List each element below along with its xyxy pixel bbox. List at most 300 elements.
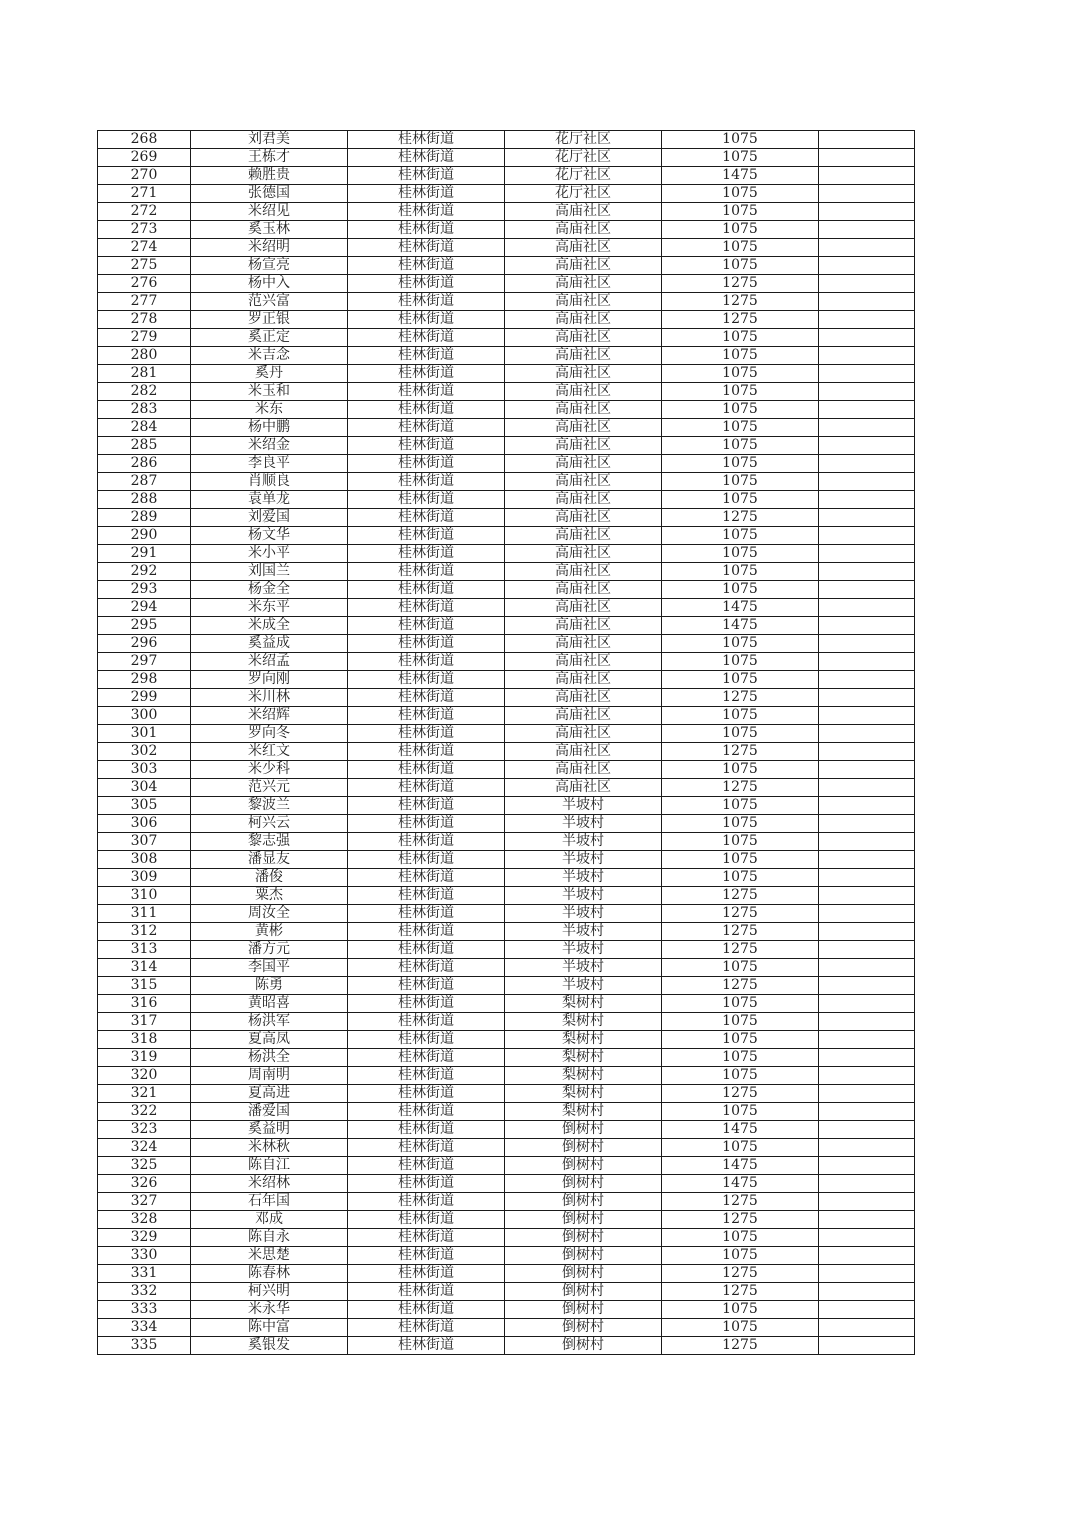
amount-cell: 1075: [662, 203, 819, 221]
community-cell: 高庙社区: [505, 743, 662, 761]
table-row: [98, 1139, 915, 1157]
row-number-cell: 333: [98, 1301, 191, 1319]
remark-cell: [819, 1103, 915, 1121]
name-cell: 陈自永: [191, 1229, 348, 1247]
table-row: [98, 851, 915, 869]
street-cell: 桂林街道: [348, 1049, 505, 1067]
community-cell: 半坡村: [505, 905, 662, 923]
remark-cell: [819, 635, 915, 653]
table-row: [98, 869, 915, 887]
name-cell: 黄彬: [191, 923, 348, 941]
amount-cell: 1475: [662, 599, 819, 617]
row-number-cell: 314: [98, 959, 191, 977]
name-cell: 米绍明: [191, 239, 348, 257]
amount-cell: 1075: [662, 1013, 819, 1031]
table-row: [98, 383, 915, 401]
name-cell: 陈中富: [191, 1319, 348, 1337]
name-cell: 刘爱国: [191, 509, 348, 527]
amount-cell: 1275: [662, 689, 819, 707]
table-row: [98, 1175, 915, 1193]
street-cell: 桂林街道: [348, 545, 505, 563]
street-cell: 桂林街道: [348, 167, 505, 185]
row-number-cell: 300: [98, 707, 191, 725]
community-cell: 高庙社区: [505, 635, 662, 653]
row-number-cell: 306: [98, 815, 191, 833]
table-row: [98, 635, 915, 653]
name-cell: 米东平: [191, 599, 348, 617]
table-row: [98, 707, 915, 725]
amount-cell: 1075: [662, 1049, 819, 1067]
remark-cell: [819, 329, 915, 347]
street-cell: 桂林街道: [348, 941, 505, 959]
name-cell: 奚益成: [191, 635, 348, 653]
community-cell: 倒树村: [505, 1211, 662, 1229]
remark-cell: [819, 959, 915, 977]
name-cell: 奚益明: [191, 1121, 348, 1139]
remark-cell: [819, 671, 915, 689]
remark-cell: [819, 1139, 915, 1157]
community-cell: 半坡村: [505, 941, 662, 959]
street-cell: 桂林街道: [348, 1139, 505, 1157]
remark-cell: [819, 473, 915, 491]
community-cell: 倒树村: [505, 1193, 662, 1211]
row-number-cell: 318: [98, 1031, 191, 1049]
amount-cell: 1075: [662, 869, 819, 887]
remark-cell: [819, 1265, 915, 1283]
street-cell: 桂林街道: [348, 203, 505, 221]
remark-cell: [819, 1301, 915, 1319]
amount-cell: 1075: [662, 1103, 819, 1121]
row-number-cell: 286: [98, 455, 191, 473]
street-cell: 桂林街道: [348, 887, 505, 905]
name-cell: 罗向刚: [191, 671, 348, 689]
row-number-cell: 272: [98, 203, 191, 221]
remark-cell: [819, 833, 915, 851]
table-row: [98, 743, 915, 761]
table-row: [98, 1283, 915, 1301]
community-cell: 高庙社区: [505, 437, 662, 455]
name-cell: 杨洪军: [191, 1013, 348, 1031]
street-cell: 桂林街道: [348, 995, 505, 1013]
street-cell: 桂林街道: [348, 905, 505, 923]
community-cell: 半坡村: [505, 815, 662, 833]
row-number-cell: 299: [98, 689, 191, 707]
row-number-cell: 279: [98, 329, 191, 347]
community-cell: 高庙社区: [505, 221, 662, 239]
street-cell: 桂林街道: [348, 437, 505, 455]
table-row: [98, 1301, 915, 1319]
street-cell: 桂林街道: [348, 869, 505, 887]
row-number-cell: 285: [98, 437, 191, 455]
community-cell: 高庙社区: [505, 599, 662, 617]
amount-cell: 1275: [662, 1085, 819, 1103]
name-cell: 黎波兰: [191, 797, 348, 815]
remark-cell: [819, 509, 915, 527]
remark-cell: [819, 977, 915, 995]
amount-cell: 1075: [662, 239, 819, 257]
street-cell: 桂林街道: [348, 1085, 505, 1103]
row-number-cell: 311: [98, 905, 191, 923]
community-cell: 半坡村: [505, 869, 662, 887]
remark-cell: [819, 1067, 915, 1085]
row-number-cell: 317: [98, 1013, 191, 1031]
row-number-cell: 309: [98, 869, 191, 887]
community-cell: 高庙社区: [505, 311, 662, 329]
community-cell: 梨树村: [505, 1031, 662, 1049]
remark-cell: [819, 761, 915, 779]
row-number-cell: 271: [98, 185, 191, 203]
table-row: [98, 455, 915, 473]
table-row: [98, 437, 915, 455]
row-number-cell: 313: [98, 941, 191, 959]
community-cell: 高庙社区: [505, 419, 662, 437]
amount-cell: 1075: [662, 851, 819, 869]
name-cell: 刘君美: [191, 131, 348, 149]
community-cell: 梨树村: [505, 1067, 662, 1085]
street-cell: 桂林街道: [348, 329, 505, 347]
table-row: [98, 887, 915, 905]
row-number-cell: 327: [98, 1193, 191, 1211]
table-row: [98, 131, 915, 149]
name-cell: 米绍见: [191, 203, 348, 221]
street-cell: 桂林街道: [348, 221, 505, 239]
community-cell: 高庙社区: [505, 725, 662, 743]
remark-cell: [819, 1085, 915, 1103]
amount-cell: 1075: [662, 383, 819, 401]
amount-cell: 1275: [662, 743, 819, 761]
amount-cell: 1075: [662, 833, 819, 851]
table-row: [98, 833, 915, 851]
street-cell: 桂林街道: [348, 131, 505, 149]
name-cell: 奚玉林: [191, 221, 348, 239]
name-cell: 潘爱国: [191, 1103, 348, 1121]
table-row: [98, 221, 915, 239]
remark-cell: [819, 563, 915, 581]
row-number-cell: 330: [98, 1247, 191, 1265]
row-number-cell: 322: [98, 1103, 191, 1121]
amount-cell: 1275: [662, 293, 819, 311]
amount-cell: 1275: [662, 1337, 819, 1355]
name-cell: 米红文: [191, 743, 348, 761]
remark-cell: [819, 383, 915, 401]
table-row: [98, 815, 915, 833]
table-row: [98, 653, 915, 671]
remark-cell: [819, 1175, 915, 1193]
street-cell: 桂林街道: [348, 1301, 505, 1319]
table-body: [98, 131, 915, 1355]
table-row: [98, 527, 915, 545]
remark-cell: [819, 1229, 915, 1247]
amount-cell: 1275: [662, 923, 819, 941]
remark-cell: [819, 851, 915, 869]
remark-cell: [819, 545, 915, 563]
table-row: [98, 1193, 915, 1211]
community-cell: 半坡村: [505, 977, 662, 995]
street-cell: 桂林街道: [348, 797, 505, 815]
amount-cell: 1275: [662, 887, 819, 905]
amount-cell: 1075: [662, 527, 819, 545]
street-cell: 桂林街道: [348, 581, 505, 599]
amount-cell: 1075: [662, 437, 819, 455]
community-cell: 高庙社区: [505, 581, 662, 599]
table-row: [98, 1211, 915, 1229]
amount-cell: 1075: [662, 1247, 819, 1265]
street-cell: 桂林街道: [348, 725, 505, 743]
community-cell: 半坡村: [505, 887, 662, 905]
row-number-cell: 331: [98, 1265, 191, 1283]
community-cell: 高庙社区: [505, 473, 662, 491]
name-cell: 米林秋: [191, 1139, 348, 1157]
name-cell: 袁单龙: [191, 491, 348, 509]
row-number-cell: 268: [98, 131, 191, 149]
remark-cell: [819, 1319, 915, 1337]
community-cell: 半坡村: [505, 959, 662, 977]
community-cell: 梨树村: [505, 995, 662, 1013]
row-number-cell: 296: [98, 635, 191, 653]
remark-cell: [819, 275, 915, 293]
table-row: [98, 977, 915, 995]
amount-cell: 1075: [662, 1139, 819, 1157]
community-cell: 倒树村: [505, 1337, 662, 1355]
row-number-cell: 324: [98, 1139, 191, 1157]
street-cell: 桂林街道: [348, 1247, 505, 1265]
community-cell: 倒树村: [505, 1229, 662, 1247]
street-cell: 桂林街道: [348, 923, 505, 941]
row-number-cell: 325: [98, 1157, 191, 1175]
community-cell: 高庙社区: [505, 617, 662, 635]
community-cell: 高庙社区: [505, 707, 662, 725]
name-cell: 米绍金: [191, 437, 348, 455]
table-row: [98, 1067, 915, 1085]
amount-cell: 1075: [662, 491, 819, 509]
street-cell: 桂林街道: [348, 599, 505, 617]
amount-cell: 1075: [662, 995, 819, 1013]
remark-cell: [819, 725, 915, 743]
remark-cell: [819, 617, 915, 635]
name-cell: 米绍孟: [191, 653, 348, 671]
remark-cell: [819, 221, 915, 239]
name-cell: 米绍辉: [191, 707, 348, 725]
street-cell: 桂林街道: [348, 689, 505, 707]
amount-cell: 1075: [662, 455, 819, 473]
remark-cell: [819, 149, 915, 167]
name-cell: 夏高凤: [191, 1031, 348, 1049]
name-cell: 范兴元: [191, 779, 348, 797]
name-cell: 杨中入: [191, 275, 348, 293]
amount-cell: 1075: [662, 707, 819, 725]
remark-cell: [819, 707, 915, 725]
amount-cell: 1075: [662, 1229, 819, 1247]
row-number-cell: 291: [98, 545, 191, 563]
remark-cell: [819, 887, 915, 905]
street-cell: 桂林街道: [348, 1211, 505, 1229]
amount-cell: 1275: [662, 1283, 819, 1301]
table-row: [98, 995, 915, 1013]
street-cell: 桂林街道: [348, 239, 505, 257]
amount-cell: 1075: [662, 797, 819, 815]
row-number-cell: 297: [98, 653, 191, 671]
community-cell: 倒树村: [505, 1175, 662, 1193]
remark-cell: [819, 203, 915, 221]
table-row: [98, 1229, 915, 1247]
street-cell: 桂林街道: [348, 653, 505, 671]
street-cell: 桂林街道: [348, 491, 505, 509]
row-number-cell: 282: [98, 383, 191, 401]
row-number-cell: 304: [98, 779, 191, 797]
remark-cell: [819, 1283, 915, 1301]
community-cell: 高庙社区: [505, 383, 662, 401]
amount-cell: 1075: [662, 401, 819, 419]
community-cell: 半坡村: [505, 923, 662, 941]
street-cell: 桂林街道: [348, 473, 505, 491]
row-number-cell: 289: [98, 509, 191, 527]
table-row: [98, 473, 915, 491]
community-cell: 高庙社区: [505, 779, 662, 797]
row-number-cell: 280: [98, 347, 191, 365]
amount-cell: 1075: [662, 329, 819, 347]
community-cell: 高庙社区: [505, 653, 662, 671]
community-cell: 高庙社区: [505, 203, 662, 221]
community-cell: 花厅社区: [505, 185, 662, 203]
street-cell: 桂林街道: [348, 347, 505, 365]
remark-cell: [819, 689, 915, 707]
name-cell: 潘俊: [191, 869, 348, 887]
name-cell: 奚正定: [191, 329, 348, 347]
remark-cell: [819, 1013, 915, 1031]
name-cell: 米思楚: [191, 1247, 348, 1265]
name-cell: 奚丹: [191, 365, 348, 383]
amount-cell: 1075: [662, 635, 819, 653]
street-cell: 桂林街道: [348, 761, 505, 779]
name-cell: 柯兴云: [191, 815, 348, 833]
community-cell: 高庙社区: [505, 491, 662, 509]
name-cell: 周汝全: [191, 905, 348, 923]
table-row: [98, 293, 915, 311]
row-number-cell: 276: [98, 275, 191, 293]
amount-cell: 1075: [662, 131, 819, 149]
row-number-cell: 329: [98, 1229, 191, 1247]
row-number-cell: 301: [98, 725, 191, 743]
table-row: [98, 1121, 915, 1139]
amount-cell: 1275: [662, 311, 819, 329]
row-number-cell: 274: [98, 239, 191, 257]
remark-cell: [819, 797, 915, 815]
community-cell: 花厅社区: [505, 131, 662, 149]
row-number-cell: 316: [98, 995, 191, 1013]
community-cell: 高庙社区: [505, 563, 662, 581]
name-cell: 粟杰: [191, 887, 348, 905]
table-row: [98, 275, 915, 293]
amount-cell: 1075: [662, 257, 819, 275]
street-cell: 桂林街道: [348, 275, 505, 293]
row-number-cell: 277: [98, 293, 191, 311]
remark-cell: [819, 131, 915, 149]
table-row: [98, 797, 915, 815]
community-cell: 梨树村: [505, 1013, 662, 1031]
name-cell: 米绍林: [191, 1175, 348, 1193]
table-row: [98, 959, 915, 977]
community-cell: 倒树村: [505, 1301, 662, 1319]
table-row: [98, 689, 915, 707]
table-row: [98, 923, 915, 941]
remark-cell: [819, 1211, 915, 1229]
street-cell: 桂林街道: [348, 311, 505, 329]
table-row: [98, 1085, 915, 1103]
amount-cell: 1075: [662, 365, 819, 383]
community-cell: 梨树村: [505, 1085, 662, 1103]
amount-cell: 1475: [662, 1157, 819, 1175]
street-cell: 桂林街道: [348, 959, 505, 977]
community-cell: 梨树村: [505, 1103, 662, 1121]
community-cell: 半坡村: [505, 833, 662, 851]
amount-cell: 1075: [662, 1067, 819, 1085]
community-cell: 高庙社区: [505, 239, 662, 257]
street-cell: 桂林街道: [348, 293, 505, 311]
remark-cell: [819, 599, 915, 617]
remark-cell: [819, 401, 915, 419]
community-cell: 倒树村: [505, 1247, 662, 1265]
name-cell: 肖顺良: [191, 473, 348, 491]
street-cell: 桂林街道: [348, 851, 505, 869]
amount-cell: 1075: [662, 473, 819, 491]
amount-cell: 1275: [662, 1211, 819, 1229]
remark-cell: [819, 455, 915, 473]
remark-cell: [819, 419, 915, 437]
amount-cell: 1475: [662, 1121, 819, 1139]
row-number-cell: 307: [98, 833, 191, 851]
table-row: [98, 1337, 915, 1355]
row-number-cell: 269: [98, 149, 191, 167]
name-cell: 范兴富: [191, 293, 348, 311]
street-cell: 桂林街道: [348, 671, 505, 689]
remark-cell: [819, 869, 915, 887]
remark-cell: [819, 1247, 915, 1265]
name-cell: 杨金全: [191, 581, 348, 599]
row-number-cell: 323: [98, 1121, 191, 1139]
remark-cell: [819, 923, 915, 941]
name-cell: 黄昭喜: [191, 995, 348, 1013]
street-cell: 桂林街道: [348, 257, 505, 275]
table-row: [98, 779, 915, 797]
table-row: [98, 365, 915, 383]
amount-cell: 1275: [662, 941, 819, 959]
row-number-cell: 284: [98, 419, 191, 437]
table-row: [98, 347, 915, 365]
name-cell: 李良平: [191, 455, 348, 473]
amount-cell: 1075: [662, 347, 819, 365]
name-cell: 米玉和: [191, 383, 348, 401]
row-number-cell: 334: [98, 1319, 191, 1337]
remark-cell: [819, 941, 915, 959]
name-cell: 赖胜贵: [191, 167, 348, 185]
community-cell: 倒树村: [505, 1157, 662, 1175]
row-number-cell: 302: [98, 743, 191, 761]
name-cell: 米永华: [191, 1301, 348, 1319]
street-cell: 桂林街道: [348, 635, 505, 653]
street-cell: 桂林街道: [348, 1337, 505, 1355]
amount-cell: 1075: [662, 653, 819, 671]
community-cell: 花厅社区: [505, 149, 662, 167]
remark-cell: [819, 167, 915, 185]
amount-cell: 1475: [662, 167, 819, 185]
row-number-cell: 310: [98, 887, 191, 905]
row-number-cell: 328: [98, 1211, 191, 1229]
amount-cell: 1275: [662, 977, 819, 995]
remark-cell: [819, 527, 915, 545]
name-cell: 周南明: [191, 1067, 348, 1085]
row-number-cell: 298: [98, 671, 191, 689]
table-row: [98, 761, 915, 779]
